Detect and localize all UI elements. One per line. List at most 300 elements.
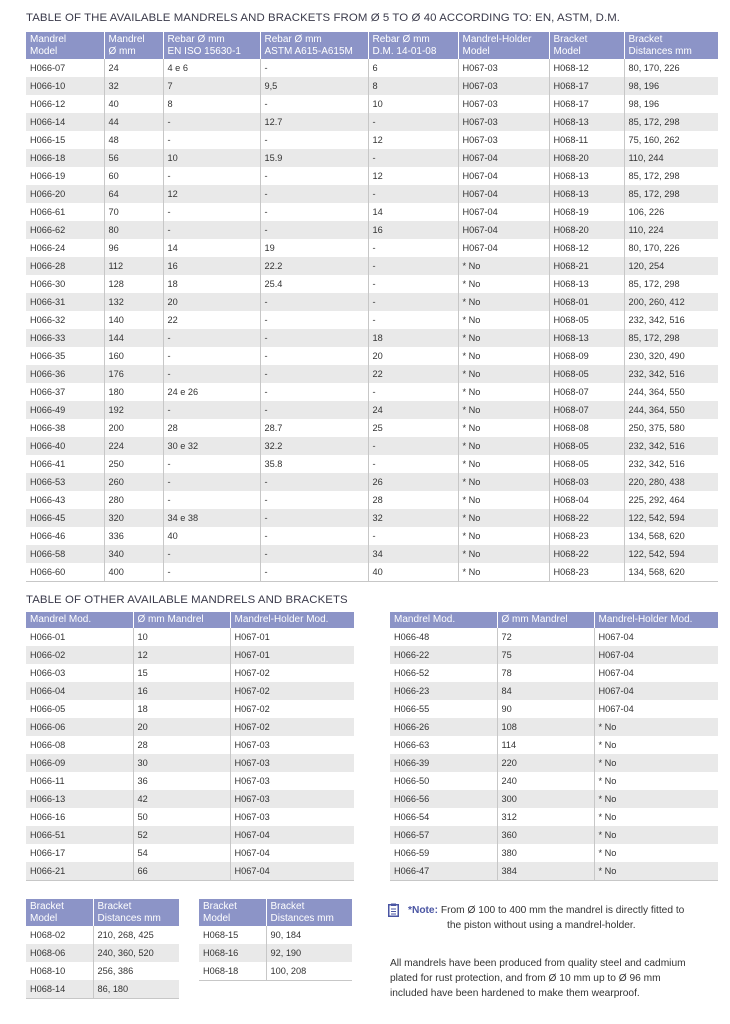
table-row: [26, 754, 354, 772]
table-row: [26, 437, 718, 455]
table-cell: H067-04: [230, 826, 354, 844]
table-cell: H067-03: [230, 754, 354, 772]
table-cell: -: [163, 365, 260, 383]
table-cell: H066-17: [30, 847, 66, 858]
table-cell: H066-16: [30, 811, 66, 822]
table-row: [199, 962, 352, 981]
table-cell: * No: [458, 383, 549, 401]
table-cell: H068-04: [549, 491, 624, 509]
table-row: [26, 509, 718, 527]
table-cell: 134, 568, 620: [624, 563, 718, 582]
table-cell: 80, 170, 226: [624, 239, 718, 257]
table-cell: 28.7: [260, 419, 368, 437]
column-header-line: Bracket: [203, 901, 237, 912]
table-cell: H066-15: [30, 135, 66, 145]
table-cell: -: [368, 437, 458, 455]
column-header-line: Model: [30, 912, 58, 924]
table-cell: H068-13: [549, 113, 624, 131]
column-header-line: Distances mm: [97, 912, 161, 924]
table-cell: 85, 172, 298: [624, 329, 718, 347]
table-row: [26, 563, 718, 582]
table-cell: H067-03: [230, 772, 354, 790]
table-cell: H066-47: [390, 862, 497, 881]
table-cell: 132: [104, 293, 163, 311]
table-cell: 98, 196: [624, 95, 718, 113]
table-cell: 200, 260, 412: [624, 293, 718, 311]
table-cell: H066-08: [30, 739, 66, 750]
table-cell: H066-39: [390, 754, 497, 772]
table-cell: 108: [497, 718, 594, 736]
table-cell: H067-02: [230, 700, 354, 718]
table-row: [26, 808, 354, 826]
paragraph-line: plated for rust protection, and from Ø 10 mm up to Ø 96 mm: [390, 973, 661, 984]
table-cell: H068-06: [26, 944, 93, 962]
table-cell: H066-54: [394, 811, 430, 822]
table-cell: 28: [163, 419, 260, 437]
table-cell: 256, 386: [93, 962, 179, 980]
table-cell: H067-03: [230, 808, 354, 826]
table-cell: 60: [104, 167, 163, 185]
table-cell: H066-50: [394, 775, 430, 786]
table-row: [390, 718, 718, 736]
table-cell: 250, 375, 580: [624, 419, 718, 437]
table-cell: 18: [368, 329, 458, 347]
table-cell: 85, 172, 298: [624, 167, 718, 185]
table-cell: H066-60: [26, 563, 104, 582]
table-cell: H068-16: [199, 944, 266, 962]
table-cell: H068-18: [199, 962, 266, 981]
table-row: [26, 962, 179, 980]
table-cell: H066-02: [26, 646, 133, 664]
table-cell: 232, 342, 516: [624, 437, 718, 455]
column-header: [199, 899, 266, 926]
table-row: [26, 203, 718, 221]
table-cell: 48: [104, 131, 163, 149]
column-header: [93, 899, 179, 926]
column-header-line: Bracket: [553, 34, 588, 45]
column-header: [230, 612, 354, 628]
table-cell: -: [163, 545, 260, 563]
table-cell: 140: [104, 311, 163, 329]
table-cell: 25.4: [260, 275, 368, 293]
table-cell: 176: [104, 365, 163, 383]
table-cell: 10: [163, 149, 260, 167]
column-header: [458, 32, 549, 59]
table-cell: H068-05: [549, 437, 624, 455]
table-cell: * No: [458, 419, 549, 437]
table-cell: 16: [163, 257, 260, 275]
column-header: [133, 612, 230, 628]
table-cell: H066-18: [26, 149, 104, 167]
table-cell: 50: [133, 808, 230, 826]
column-header: [368, 32, 458, 59]
table-cell: 8: [163, 95, 260, 113]
note-block: [388, 903, 724, 933]
table-cell: 12: [368, 131, 458, 149]
table-cell: -: [163, 221, 260, 239]
table-row: [26, 926, 179, 944]
table-cell: 85, 172, 298: [624, 185, 718, 203]
note-text-line-1: From Ø 100 to 400 mm the mandrel is directly fitted to: [440, 905, 685, 916]
other-mandrels-table-right: [390, 612, 718, 881]
table-row: [26, 131, 718, 149]
table-cell: 122, 542, 594: [624, 545, 718, 563]
table-cell: -: [163, 473, 260, 491]
table-cell: 35.8: [260, 455, 368, 473]
column-header: [549, 32, 624, 59]
table-cell: -: [260, 131, 368, 149]
table-cell: 90: [497, 700, 594, 718]
table-row: [390, 790, 718, 808]
table-cell: 15: [133, 664, 230, 682]
table-cell: * No: [594, 718, 718, 736]
table-cell: H068-05: [549, 455, 624, 473]
table-row: [390, 808, 718, 826]
table-cell: H066-04: [26, 682, 133, 700]
table-cell: H066-12: [30, 99, 66, 109]
table-row: [26, 365, 718, 383]
table-cell: -: [163, 329, 260, 347]
table-cell: 232, 342, 516: [624, 365, 718, 383]
table-cell: -: [163, 455, 260, 473]
table-row: [26, 329, 718, 347]
table-cell: H068-23: [549, 563, 624, 582]
table-cell: * No: [458, 509, 549, 527]
column-header-line: Rebar Ø mm: [264, 34, 322, 45]
table-cell: H066-62: [26, 221, 104, 239]
table-row: [26, 167, 718, 185]
table-cell: 224: [104, 437, 163, 455]
table-cell: 400: [104, 563, 163, 582]
table-cell: H068-12: [549, 239, 624, 257]
table-cell: H067-03: [458, 59, 549, 77]
table-cell: 192: [104, 401, 163, 419]
main-mandrels-table: [26, 32, 718, 582]
table-cell: H068-19: [549, 203, 624, 221]
column-header-line: Ø mm: [108, 45, 136, 57]
table-cell: H066-07: [30, 63, 66, 73]
table-cell: 160: [104, 347, 163, 365]
table-cell: 210, 268, 425: [93, 926, 179, 944]
table-cell: 34: [368, 545, 458, 563]
other-table-title: TABLE OF OTHER AVAILABLE MANDRELS AND BRACKETS: [26, 594, 348, 606]
table-cell: 144: [104, 329, 163, 347]
table-cell: H068-20: [549, 149, 624, 167]
table-cell: H066-31: [26, 293, 104, 311]
table-row: [26, 826, 354, 844]
table-cell: H066-05: [30, 703, 66, 714]
table-cell: -: [368, 293, 458, 311]
column-header: [497, 612, 594, 628]
table-cell: H066-56: [390, 790, 497, 808]
table-cell: 320: [104, 509, 163, 527]
table-cell: 250: [104, 455, 163, 473]
table-cell: * No: [594, 754, 718, 772]
column-header: [26, 612, 133, 628]
table-cell: H067-02: [230, 682, 354, 700]
table-cell: 24: [368, 401, 458, 419]
table-row: [26, 455, 718, 473]
table-cell: -: [260, 167, 368, 185]
table-cell: H066-45: [26, 509, 104, 527]
table-cell: 32.2: [260, 437, 368, 455]
table-cell: 300: [497, 790, 594, 808]
table-cell: -: [163, 401, 260, 419]
table-cell: H067-04: [230, 862, 354, 881]
table-cell: H066-20: [26, 185, 104, 203]
table-cell: 19: [260, 239, 368, 257]
table-cell: 22.2: [260, 257, 368, 275]
table-cell: 92, 190: [266, 944, 352, 962]
table-cell: -: [163, 491, 260, 509]
table-cell: H066-32: [30, 315, 66, 325]
table-cell: 28: [133, 736, 230, 754]
table-row: [26, 700, 354, 718]
table-cell: H066-43: [30, 495, 66, 505]
column-header-line: Mandrel: [30, 34, 67, 45]
table-cell: H066-24: [30, 243, 66, 253]
table-cell: H068-13: [549, 275, 624, 293]
table-cell: 10: [368, 95, 458, 113]
table-row: [26, 311, 718, 329]
table-cell: H066-38: [30, 423, 66, 433]
table-cell: 4 e 6: [163, 59, 260, 77]
table-row: [199, 926, 352, 944]
table-cell: H067-03: [230, 736, 354, 754]
table-cell: H067-02: [230, 718, 354, 736]
table-cell: 20: [368, 347, 458, 365]
table-cell: 34 e 38: [163, 509, 260, 527]
table-cell: H066-57: [390, 826, 497, 844]
table-cell: H068-08: [549, 419, 624, 437]
table-cell: H066-21: [26, 862, 133, 881]
table-cell: 10: [133, 628, 230, 646]
table-cell: 75: [497, 646, 594, 664]
table-cell: * No: [594, 844, 718, 862]
table-cell: -: [260, 383, 368, 401]
table-cell: 80: [104, 221, 163, 239]
table-cell: H066-37: [30, 387, 66, 397]
table-row: [26, 293, 718, 311]
table-cell: -: [260, 329, 368, 347]
table-cell: 280: [104, 491, 163, 509]
table-cell: H067-04: [230, 844, 354, 862]
table-cell: * No: [594, 862, 718, 881]
column-header-line: Mandrel-Holder: [462, 34, 532, 45]
table-cell: H068-03: [549, 473, 624, 491]
table-row: [26, 844, 354, 862]
table-cell: H068-22: [549, 509, 624, 527]
table-cell: H066-26: [390, 718, 497, 736]
table-cell: 336: [104, 527, 163, 545]
table-cell: H067-04: [594, 682, 718, 700]
table-cell: 260: [104, 473, 163, 491]
table-cell: 12: [163, 185, 260, 203]
table-cell: 232, 342, 516: [624, 455, 718, 473]
table-cell: H067-04: [458, 149, 549, 167]
table-row: [26, 401, 718, 419]
table-cell: * No: [458, 455, 549, 473]
table-cell: H066-49: [26, 401, 104, 419]
table-row: [26, 736, 354, 754]
table-row: [26, 628, 354, 646]
table-cell: 114: [497, 736, 594, 754]
table-cell: 340: [104, 545, 163, 563]
table-cell: 106, 226: [624, 203, 718, 221]
table-cell: 134, 568, 620: [624, 527, 718, 545]
table-cell: -: [163, 203, 260, 221]
table-cell: H066-58: [26, 545, 104, 563]
table-cell: * No: [594, 772, 718, 790]
table-cell: -: [368, 455, 458, 473]
table-cell: * No: [458, 329, 549, 347]
table-row: [26, 491, 718, 509]
column-header-line: Mandrel-Holder Mod.: [234, 614, 329, 625]
table-cell: 14: [163, 239, 260, 257]
table-cell: H066-09: [26, 754, 133, 772]
table-cell: 22: [368, 365, 458, 383]
table-cell: 200: [104, 419, 163, 437]
table-cell: 52: [133, 826, 230, 844]
table-cell: -: [163, 563, 260, 582]
column-header-line: Bracket: [97, 901, 132, 912]
table-cell: 20: [163, 293, 260, 311]
table-row: [390, 700, 718, 718]
table-cell: H068-17: [549, 77, 624, 95]
table-cell: H068-13: [549, 329, 624, 347]
table-cell: 16: [368, 221, 458, 239]
table-cell: H067-02: [230, 664, 354, 682]
table-cell: H066-48: [394, 631, 430, 642]
table-cell: H068-13: [549, 185, 624, 203]
table-cell: 240, 360, 520: [93, 944, 179, 962]
table-cell: 22: [163, 311, 260, 329]
table-cell: 24 e 26: [163, 383, 260, 401]
table-row: [26, 419, 718, 437]
note-text-line-2: the piston without using a mandrel-holder.: [447, 920, 636, 931]
table-cell: 180: [104, 383, 163, 401]
table-row: [26, 772, 354, 790]
table-cell: H066-10: [26, 77, 104, 95]
table-cell: -: [368, 149, 458, 167]
table-cell: H067-04: [594, 646, 718, 664]
table-cell: H068-09: [549, 347, 624, 365]
table-cell: 66: [133, 862, 230, 881]
table-row: [26, 682, 354, 700]
table-row: [26, 718, 354, 736]
column-header: [266, 899, 352, 926]
table-cell: 380: [497, 844, 594, 862]
table-cell: H066-30: [30, 279, 66, 289]
table-row: [26, 347, 718, 365]
table-cell: * No: [594, 790, 718, 808]
table-cell: * No: [458, 563, 549, 582]
table-cell: 75, 160, 262: [624, 131, 718, 149]
table-row: [390, 862, 718, 881]
table-cell: 120, 254: [624, 257, 718, 275]
table-cell: H066-06: [26, 718, 133, 736]
table-cell: 72: [497, 628, 594, 646]
table-row: [26, 185, 718, 203]
table-row: [26, 944, 179, 962]
table-cell: -: [163, 347, 260, 365]
table-cell: * No: [458, 401, 549, 419]
table-cell: H067-03: [458, 113, 549, 131]
column-header-line: Mandrel Mod.: [30, 614, 92, 625]
table-row: [390, 826, 718, 844]
table-cell: * No: [594, 736, 718, 754]
table-cell: H068-13: [549, 167, 624, 185]
table-row: [390, 628, 718, 646]
table-cell: H066-01: [30, 631, 66, 642]
bracket-table-1: [26, 899, 179, 999]
table-cell: H068-01: [549, 293, 624, 311]
table-cell: -: [260, 311, 368, 329]
table-row: [26, 239, 718, 257]
table-cell: H066-35: [30, 351, 66, 361]
table-cell: 128: [104, 275, 163, 293]
column-header-line: Bracket: [270, 901, 305, 912]
table-cell: -: [260, 509, 368, 527]
table-cell: -: [260, 203, 368, 221]
table-row: [26, 664, 354, 682]
column-header-line: Model: [30, 45, 58, 57]
column-header: [624, 32, 718, 59]
table-cell: H066-59: [394, 847, 430, 858]
table-cell: 12: [133, 646, 230, 664]
table-row: [390, 736, 718, 754]
table-row: [26, 646, 354, 664]
column-header-line: Rebar Ø mm: [372, 34, 430, 45]
table-cell: 54: [133, 844, 230, 862]
table-cell: 84: [497, 682, 594, 700]
table-cell: H066-14: [26, 113, 104, 131]
table-cell: H066-13: [26, 790, 133, 808]
table-cell: 110, 244: [624, 149, 718, 167]
table-cell: H068-22: [549, 545, 624, 563]
table-cell: 24: [104, 59, 163, 77]
column-header: [26, 32, 104, 59]
column-header-line: Mandrel-Holder Mod.: [598, 614, 693, 625]
table-cell: * No: [458, 473, 549, 491]
table-cell: -: [260, 491, 368, 509]
table-cell: 30: [133, 754, 230, 772]
table-cell: H068-10: [30, 966, 66, 976]
bracket-table-2: [199, 899, 352, 981]
table-cell: 16: [133, 682, 230, 700]
table-cell: -: [260, 401, 368, 419]
column-header-line: Distances mm: [270, 912, 334, 924]
table-cell: H068-05: [549, 365, 624, 383]
table-cell: * No: [594, 808, 718, 826]
table-cell: -: [163, 167, 260, 185]
table-cell: 64: [104, 185, 163, 203]
table-cell: H067-04: [458, 221, 549, 239]
table-cell: H067-04: [458, 185, 549, 203]
table-row: [26, 59, 718, 77]
table-cell: 122, 542, 594: [624, 509, 718, 527]
table-cell: H067-01: [230, 646, 354, 664]
table-cell: 56: [104, 149, 163, 167]
column-header-line: Ø mm Mandrel: [137, 614, 204, 625]
table-cell: H068-17: [549, 95, 624, 113]
note-label: *Note:: [408, 905, 438, 916]
table-cell: 112: [104, 257, 163, 275]
table-cell: 85, 172, 298: [624, 113, 718, 131]
table-row: [390, 772, 718, 790]
table-cell: H067-03: [230, 790, 354, 808]
table-cell: H068-12: [549, 59, 624, 77]
